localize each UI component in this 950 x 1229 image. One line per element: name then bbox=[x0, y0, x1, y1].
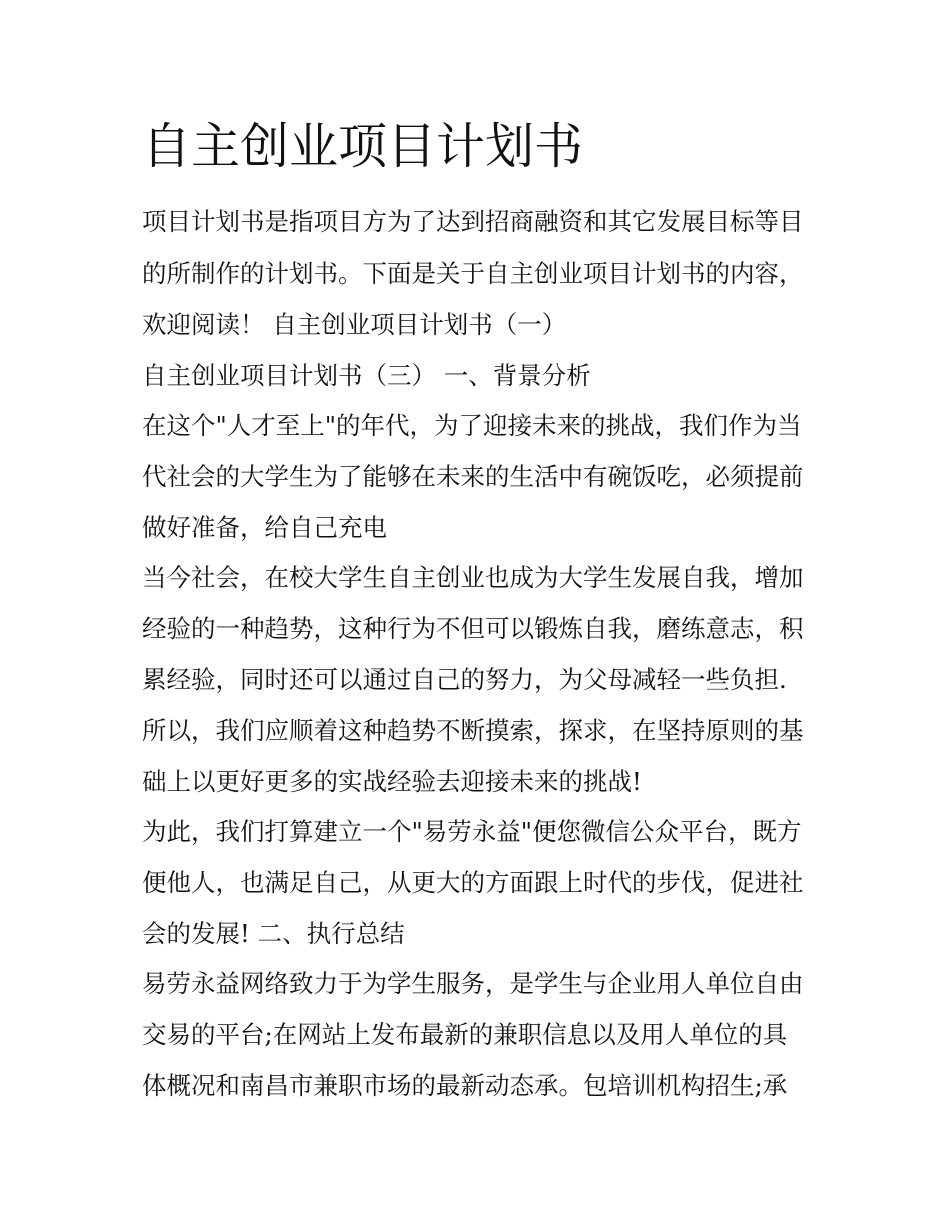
body-line: 当今社会，在校大学生自主创业也成为大学生发展自我，增加 bbox=[142, 563, 804, 592]
body-line: 会的发展! 二、执行总结 bbox=[142, 919, 405, 948]
body-line: 做好准备，给自己充电 bbox=[142, 513, 387, 542]
body-line: 自主创业项目计划书（三） 一、背景分析 bbox=[142, 361, 591, 390]
body-line: 的所制作的计划书。下面是关于自主创业项目计划书的内容， bbox=[142, 259, 804, 288]
document-title: 自主创业项目计划书 bbox=[142, 118, 584, 175]
body-line: 欢迎阅读！ 自主创业项目计划书（一） bbox=[142, 310, 567, 339]
body-line: 体概况和南昌市兼职市场的最新动态承。包培训机构招生;承 bbox=[142, 1071, 788, 1100]
body-line: 为此，我们打算建立一个"易劳永益"便您微信公众平台，既方 bbox=[142, 817, 802, 846]
body-line: 础上以更好更多的实战经验去迎接未来的挑战! bbox=[142, 767, 642, 796]
body-line: 项目计划书是指项目方为了达到招商融资和其它发展目标等目 bbox=[142, 207, 804, 236]
body-line: 便他人，也满足自己，从更大的方面跟上时代的步伐，促进社 bbox=[142, 868, 804, 897]
body-line: 累经验，同时还可以通过自己的努力，为父母减轻一些负担. bbox=[142, 665, 787, 694]
body-line: 代社会的大学生为了能够在未来的生活中有碗饭吃，必须提前 bbox=[142, 462, 804, 491]
body-line: 所以，我们应顺着这种趋势不断摸索，探求，在坚持原则的基 bbox=[142, 716, 804, 745]
body-line: 经验的一种趋势，这种行为不但可以锻炼自我，磨练意志，积 bbox=[142, 614, 804, 643]
body-line: 易劳永益网络致力于为学生服务，是学生与企业用人单位自由 bbox=[142, 969, 804, 998]
body-line: 交易的平台;在网站上发布最新的兼职信息以及用人单位的具 bbox=[142, 1020, 788, 1049]
body-line: 在这个"人才至上"的年代，为了迎接未来的挑战，我们作为当 bbox=[142, 411, 802, 440]
